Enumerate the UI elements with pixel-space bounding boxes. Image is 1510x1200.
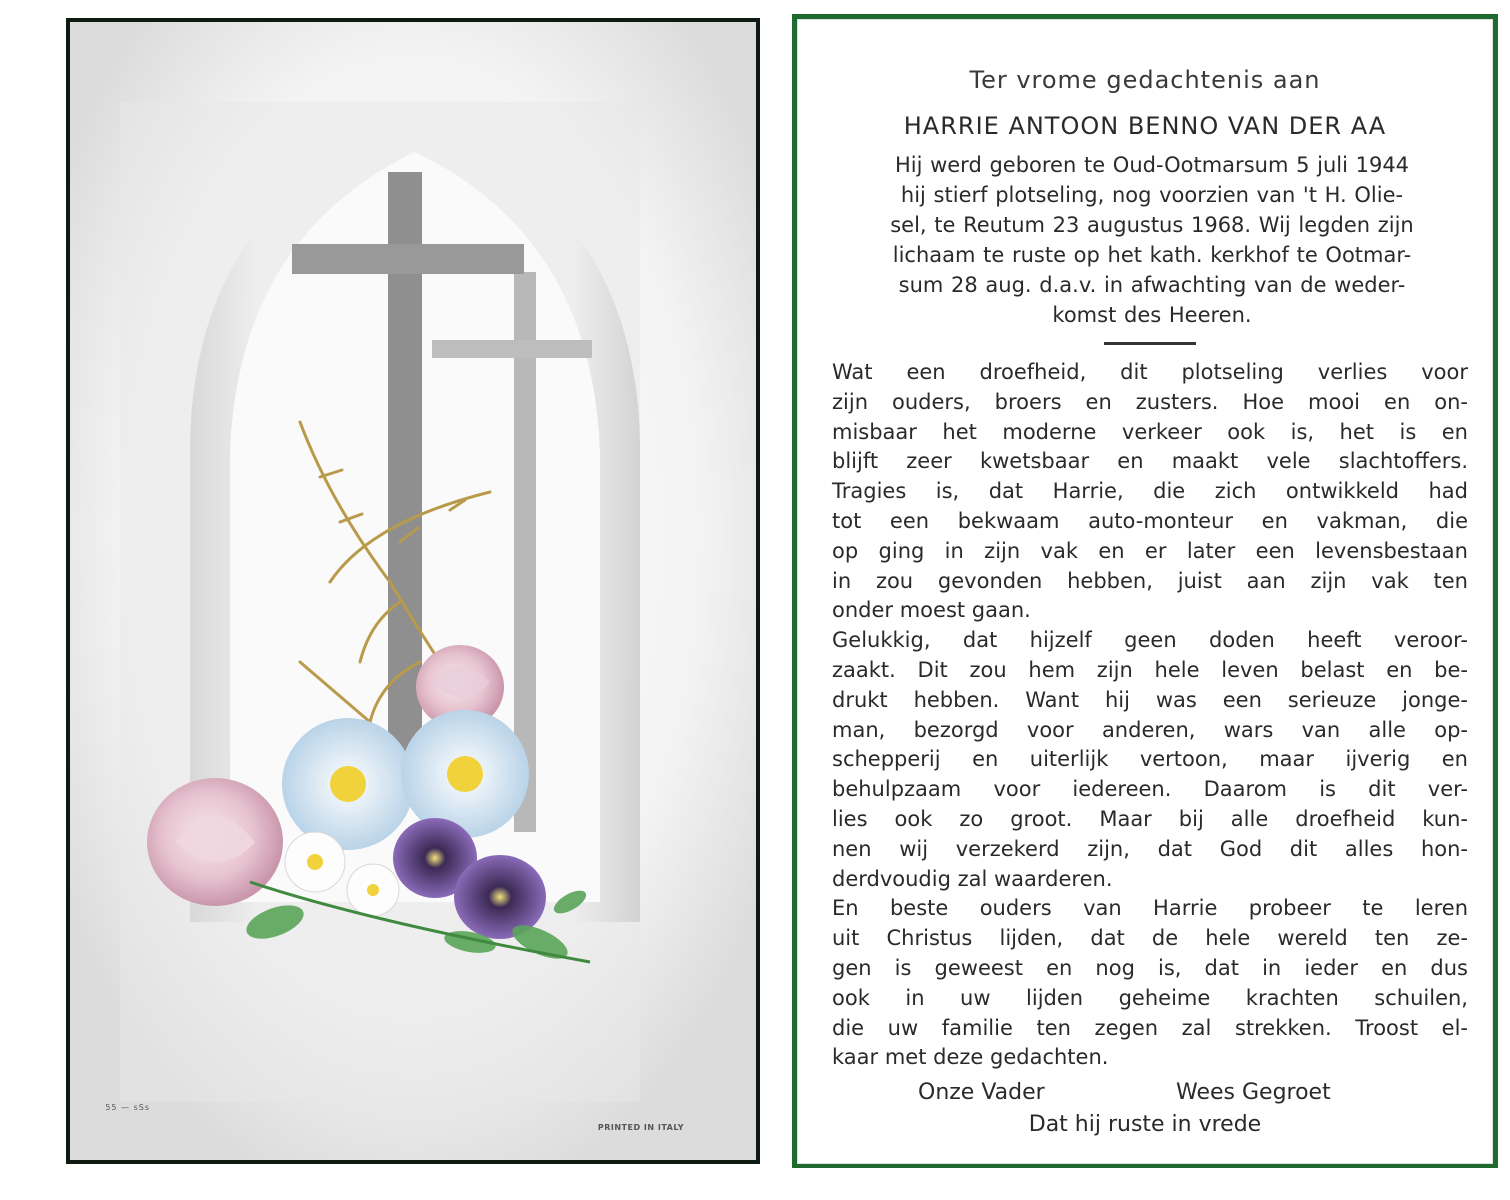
memorial-illustration [70, 22, 756, 1160]
prayer-onze-vader: Onze Vader [918, 1080, 1045, 1105]
message-line: Gelukkig, dat hijzelf geen doden heeft veroor- [832, 628, 1468, 653]
message-line: nen wij verzekerd zijn, dat God dit alles hon- [832, 836, 1468, 861]
message-line: drukt hebben. Want hij was een serieuze jonge- [832, 687, 1468, 712]
memorial-heading: Ter vrome gedachtenis aan [969, 66, 1321, 94]
message-line: man, bezorgd voor anderen, wars van alle op- [832, 717, 1468, 742]
bio-line: lichaam te ruste op het kath. kerkhof te Ootmar- [892, 243, 1412, 267]
message-line: blijft zeer kwetsbaar en maakt vele slachtoffers. [832, 449, 1468, 474]
message-line: ook in uw lijden geheime krachten schuilen, [832, 985, 1468, 1010]
message-line: kaar met deze gedachten. [832, 1045, 1109, 1070]
closing-line: Dat hij ruste in vrede [1028, 1112, 1262, 1137]
message-line: Wat een droefheid, dit plotseling verlies voor [832, 360, 1468, 384]
message-line: uit Christus lijden, dat de hele wereld ten ze- [832, 926, 1468, 951]
bio-line: Hij werd geboren te Oud-Ootmarsum 5 juli 1944 [894, 153, 1410, 177]
prayer-row [798, 1078, 1492, 1108]
card-code: 55 — sSs [105, 1103, 150, 1112]
message-line: behulpzaam voor iedereen. Daarom is dit ver- [832, 777, 1468, 802]
bio-line: komst des Heeren. [1052, 303, 1252, 327]
message-line: schepperij en uiterlijk vertoon, maar ijverig en [832, 747, 1468, 772]
bio-line: sel, te Reutum 23 augustus 1968. Wij legden zijn [890, 213, 1414, 237]
section-divider [1104, 342, 1196, 345]
message-line: lies ook zo groot. Maar bij alle droefheid kun- [832, 806, 1468, 831]
printed-in-italy: PRINTED IN ITALY [597, 1123, 684, 1132]
message-line: zaakt. Dit zou hem zijn hele leven belast en be- [832, 657, 1468, 682]
message-line: zijn ouders, broers en zusters. Hoe mooi en on- [832, 389, 1468, 414]
message-line: En beste ouders van Harrie probeer te leren [832, 896, 1468, 921]
message-line: op ging in zijn vak en er later een levensbestaan [832, 538, 1468, 563]
window-crosses-flowers-icon [70, 22, 756, 1160]
deceased-name: HARRIE ANTOON BENNO VAN DER AA [903, 112, 1387, 140]
prayer-wees-gegroet: Wees Gegroet [1176, 1080, 1331, 1105]
biography [832, 150, 1472, 330]
message-line: die uw familie ten zegen zal strekken. Troost el- [832, 1015, 1468, 1040]
message-line: derdvoudig zal waarderen. [832, 866, 1113, 891]
message-line: onder moest gaan. [832, 598, 1031, 623]
message-line: in zou gevonden hebben, juist aan zijn vak ten [832, 568, 1468, 593]
memorial-card-back [792, 14, 1498, 1168]
memorial-text-panel [797, 19, 1493, 1164]
prayers-section [798, 1078, 1492, 1140]
message-line: Tragies is, dat Harrie, die zich ontwikkeld had [832, 479, 1468, 504]
message-line: gen is geweest en nog is, dat in ieder en dus [832, 955, 1468, 980]
message-line: tot een bekwaam auto-monteur en vakman, die [832, 508, 1468, 533]
memorial-card-front [66, 18, 760, 1164]
message-line: misbaar het moderne verkeer ook is, het is en [832, 419, 1468, 444]
memorial-message [832, 358, 1468, 1073]
bio-line: hij stierf plotseling, nog voorzien van 't H. Olie- [900, 183, 1404, 207]
bio-line: sum 28 aug. d.a.v. in afwachting van de weder- [898, 273, 1406, 297]
